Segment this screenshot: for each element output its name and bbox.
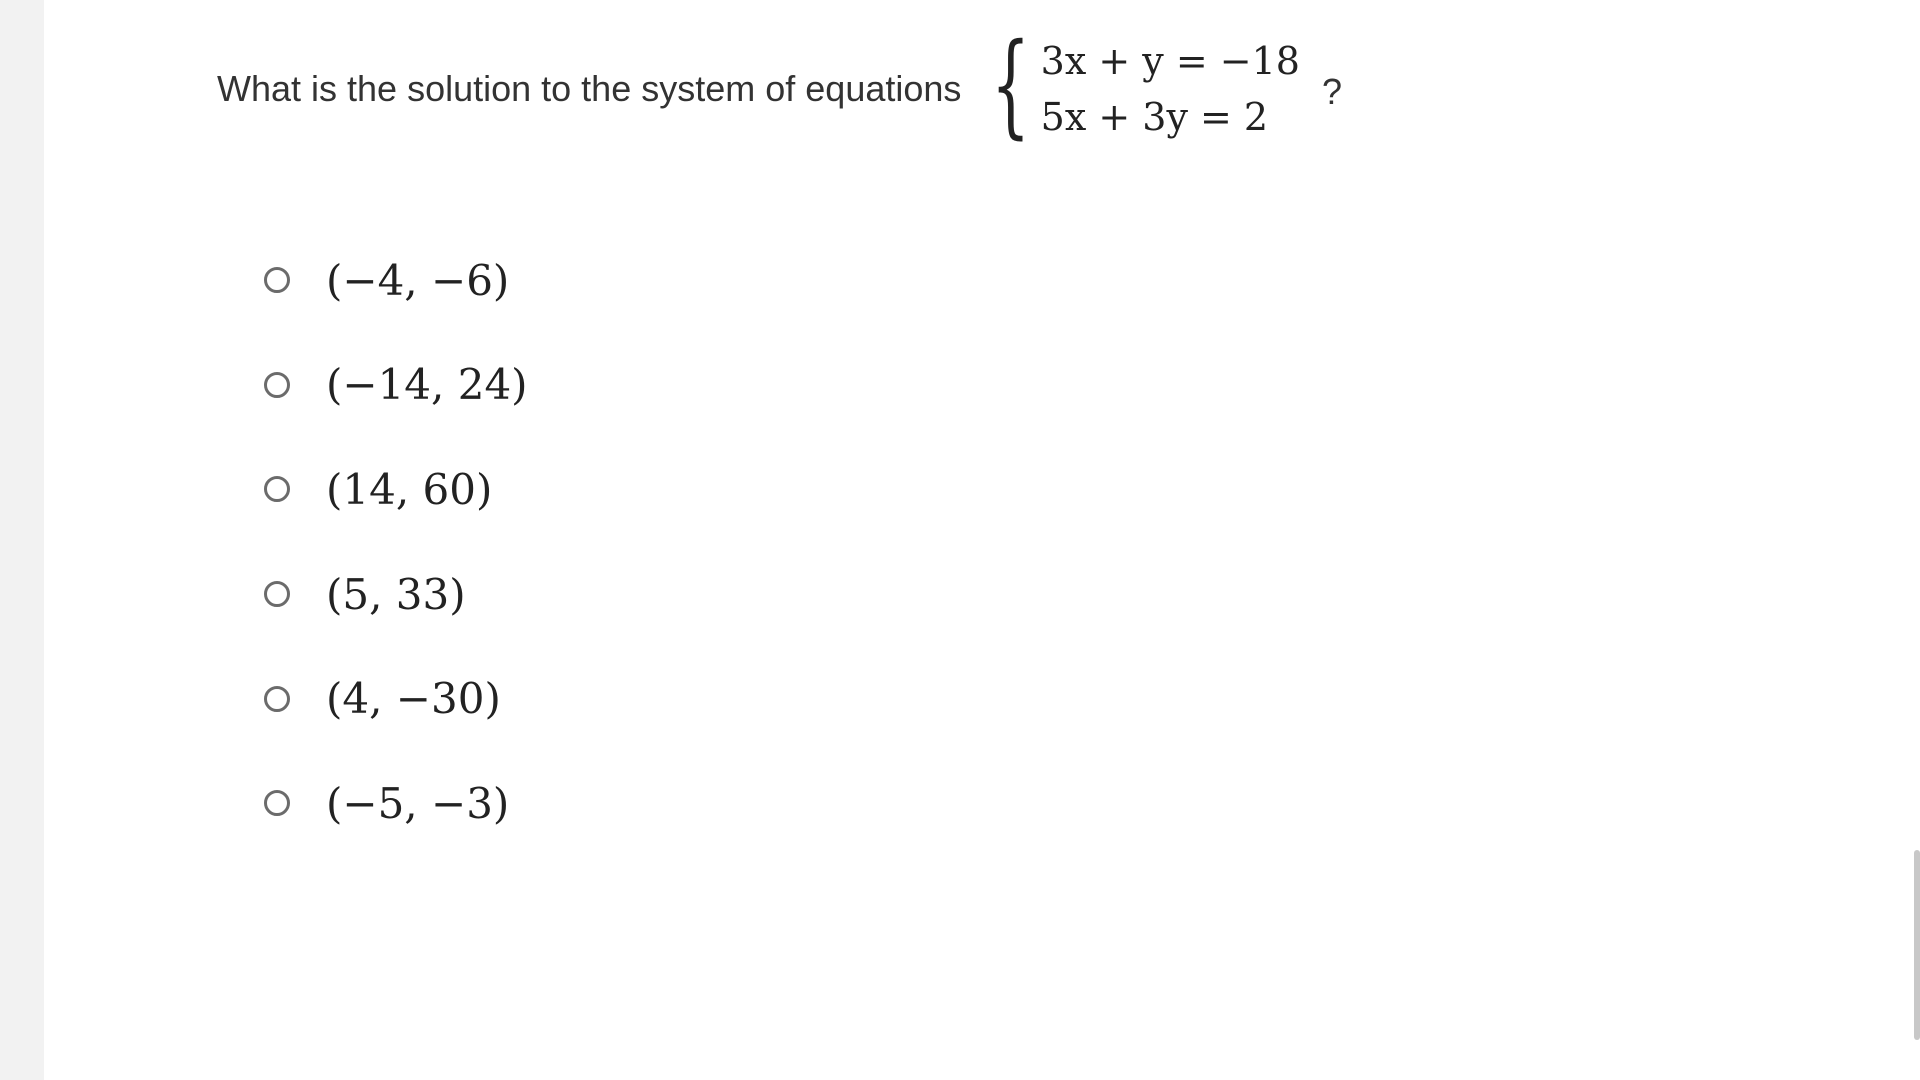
radio-icon[interactable] <box>264 267 290 293</box>
choice-6[interactable] <box>264 751 528 856</box>
radio-icon[interactable] <box>264 581 290 607</box>
radio-icon[interactable] <box>264 476 290 502</box>
radio-icon[interactable] <box>264 790 290 816</box>
radio-icon[interactable] <box>264 686 290 712</box>
question-text: What is the solution to the system of equations <box>217 68 962 109</box>
answer-choices <box>264 228 528 856</box>
equations <box>1041 33 1300 145</box>
left-brace-icon: { <box>991 20 1031 150</box>
scrollbar-thumb[interactable] <box>1914 850 1920 1040</box>
left-gutter <box>0 0 44 1080</box>
choice-3[interactable] <box>264 437 528 542</box>
choice-label: (5, 33) <box>326 569 466 619</box>
choice-2[interactable] <box>264 333 528 438</box>
choice-5[interactable] <box>264 646 528 751</box>
question <box>217 20 1342 150</box>
choice-label: (−4, −6) <box>326 255 510 305</box>
question-mark: ? <box>1321 71 1342 112</box>
choice-label: (−14, 24) <box>326 360 528 410</box>
choice-4[interactable] <box>264 542 528 647</box>
choice-1[interactable] <box>264 228 528 333</box>
choice-label: (14, 60) <box>326 464 493 514</box>
radio-icon[interactable] <box>264 372 290 398</box>
choice-label: (−5, −3) <box>326 778 510 828</box>
equation-2: 5x + 3y = 2 <box>1040 95 1269 139</box>
equation-system <box>975 20 1300 150</box>
choice-label: (4, −30) <box>326 674 501 724</box>
equation-1: 3x + y = −18 <box>1040 39 1300 83</box>
